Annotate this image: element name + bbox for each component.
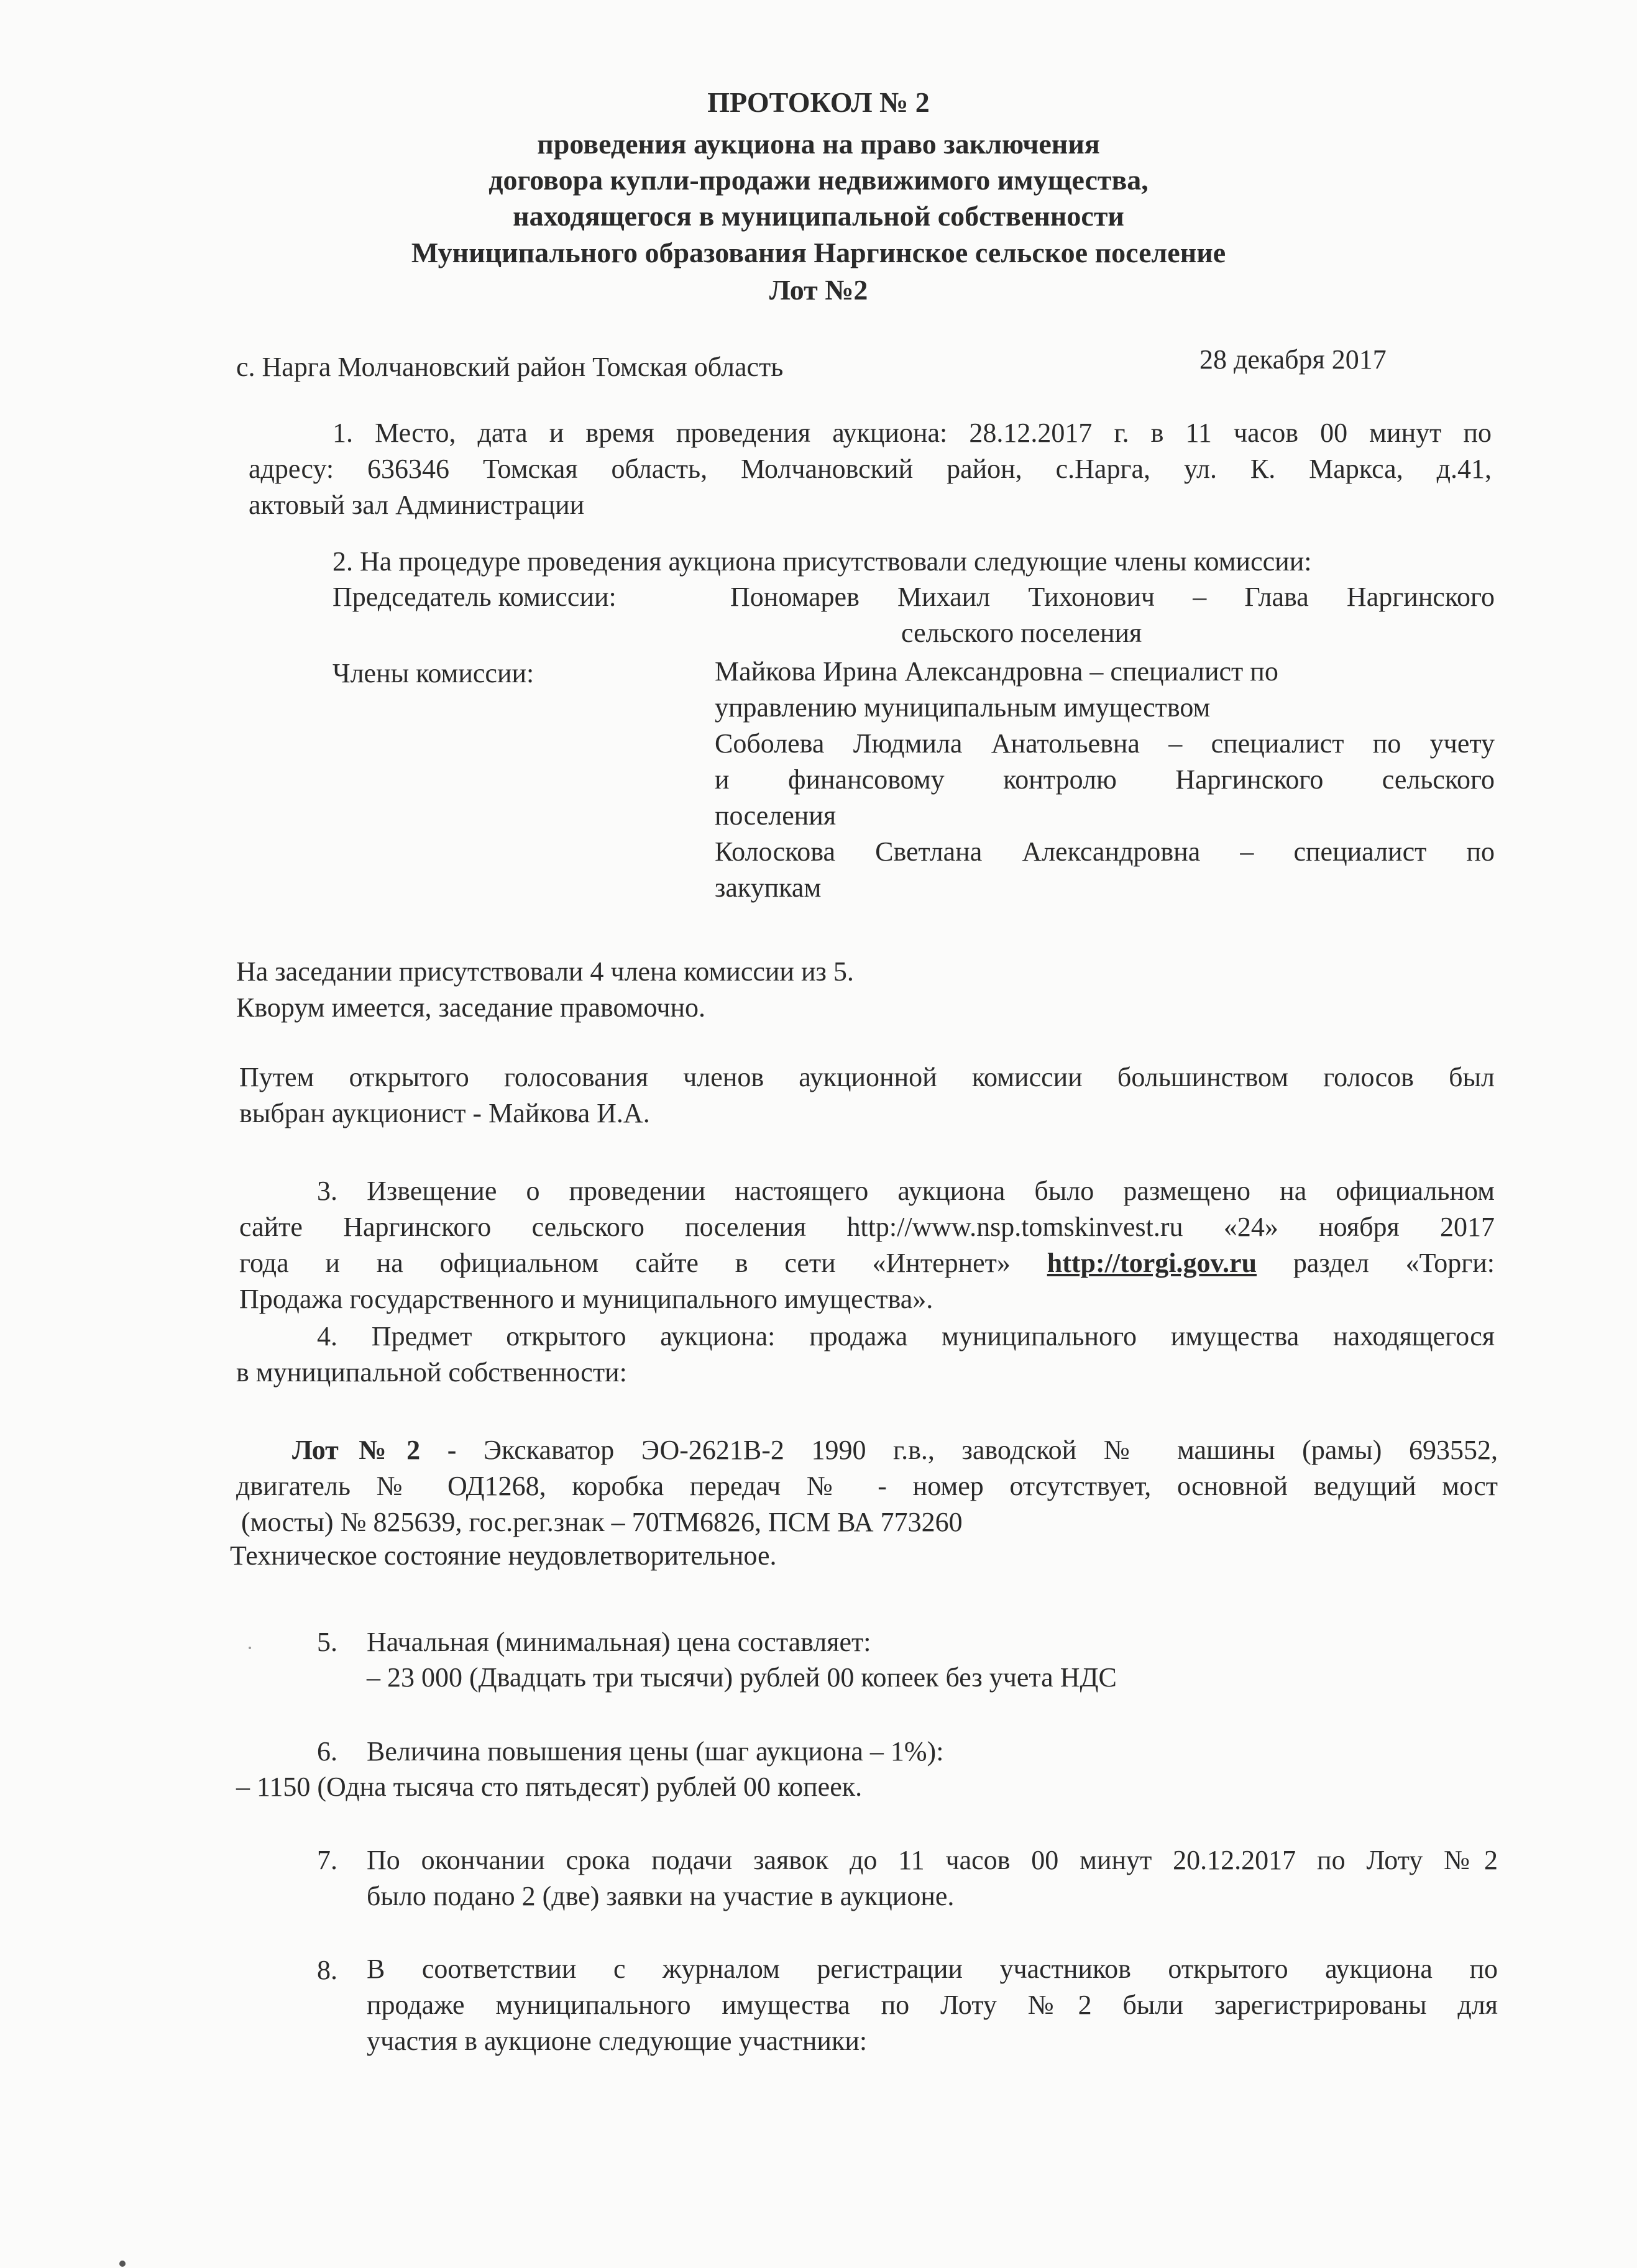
section-6-number: 6.	[317, 1736, 337, 1767]
section-7-number: 7.	[317, 1845, 337, 1875]
section-5-number: 5.	[317, 1627, 337, 1657]
section-4-line-2: в муниципальной собственности:	[236, 1357, 627, 1388]
section-3-line-3	[239, 1245, 1495, 1281]
protocol-title: ПРОТОКОЛ № 2	[707, 86, 930, 118]
vote-line-1: Путем открытого голосования членов аукционной комиссии большинством голосов был	[239, 1062, 1495, 1092]
section-7-line-2: было подано 2 (две) заявки на участие в аукционе.	[367, 1881, 955, 1911]
section-4-line-1: 4. Предмет открытого аукциона: продажа муниципального имущества находящегося	[317, 1321, 1495, 1351]
chair-label: Председатель комиссии:	[332, 582, 617, 612]
members-label: Члены комиссии:	[332, 658, 534, 688]
header-line-4: Муниципального образования Наргинское сельское поселение	[411, 237, 1226, 268]
header-line-3: находящегося в муниципальной собственности	[513, 200, 1124, 232]
torgi-link[interactable]: http://torgi.gov.ru	[1047, 1248, 1257, 1278]
section-1-line-3: актовый зал Администрации	[249, 490, 585, 520]
member-2-line-3: поселения	[715, 800, 837, 831]
section-3	[239, 1173, 1495, 1317]
vote-line-2: выбран аукционист - Майкова И.А.	[239, 1098, 650, 1128]
section-3-line-3a: года и на официальном сайте в сети «Интернет»	[239, 1248, 1011, 1278]
quorum-line-1: На заседании присутствовали 4 члена комиссии из 5.	[236, 956, 854, 987]
lot-label: Лот№2 -	[292, 1435, 457, 1465]
header-lot: Лот №2	[769, 274, 868, 306]
section-8-line-1: В соответствии с журналом регистрации участников открытого аукциона по	[367, 1954, 1498, 1984]
chair-line-2: сельского поселения	[901, 618, 1142, 648]
section-1	[249, 415, 1492, 523]
section-6-line-1: Величина повышения цены (шаг аукциона – 1%):	[367, 1736, 944, 1767]
section-3-line-4: Продажа государственного и муниципального имущества».	[239, 1284, 933, 1314]
member-3-line-2: закупкам	[715, 872, 822, 903]
member-2-line-1: Соболева Людмила Анатольевна – специалист по учету	[715, 728, 1495, 759]
lot-line-1: Лот№2 - Экскаватор ЭО-2621В-2 1990 г.в., заводской № машины (рамы) 693552,	[292, 1435, 1498, 1465]
member-1-line-1: Майкова Ирина Александровна – специалист по	[715, 656, 1278, 687]
lot-line-2: двигатель № ОД1268, коробка передач № - номер отсутствует, основной ведущий мост	[236, 1471, 1498, 1501]
section-4	[236, 1319, 1495, 1391]
section-8-number: 8.	[317, 1955, 337, 1985]
header-line-2: договора купли-продажи недвижимого имущества,	[488, 164, 1149, 196]
date: 28 декабря 2017	[1199, 344, 1387, 375]
scan-speck	[119, 2261, 126, 2267]
quorum-line-2: Кворум имеется, заседание правомочно.	[236, 992, 706, 1023]
vote-paragraph	[239, 1059, 1495, 1132]
section-3-line-1: 3. Извещение о проведении настоящего аукциона было размещено на официальном	[317, 1176, 1495, 1206]
member-2-line-2: и финансовому контролю Наргинского сельского	[715, 764, 1495, 795]
lot-line-3: (мосты) № 825639, гос.рег.знак – 70ТМ6826, ПСМ ВА 773260	[241, 1507, 963, 1537]
member-3-line-1: Колоскова Светлана Александровна – специалист по	[715, 836, 1495, 867]
section-8-line-3: участия в аукционе следующие участники:	[367, 2026, 868, 2056]
scan-speck	[249, 1647, 251, 1649]
section-5-line-2: – 23 000 (Двадцать три тысячи) рублей 00 копеек без учета НДС	[367, 1662, 1117, 1693]
section-1-line-1: 1. Место, дата и время проведения аукциона: 28.12.2017 г. в 11 часов 00 минут по	[332, 418, 1492, 448]
section-6-line-2: – 1150 (Одна тысяча сто пятьдесят) рублей 00 копеек.	[236, 1772, 863, 1802]
place: с. Нарга Молчановский район Томская область	[236, 352, 784, 382]
section-5-line-1: Начальная (минимальная) цена составляет:	[367, 1627, 871, 1657]
section-7-line-1: По окончании срока подачи заявок до 11 часов 00 минут 20.12.2017 по Лоту №2	[367, 1845, 1498, 1875]
section-8-line-2: продаже муниципального имущества по Лоту №2 были зарегистрированы для	[367, 1990, 1498, 2020]
member-1-line-2: управлению муниципальным имуществом	[715, 692, 1211, 723]
lot-condition: Техническое состояние неудовлетворительное.	[230, 1540, 777, 1571]
members-list	[715, 654, 1495, 906]
section-1-line-2: адресу: 636346 Томская область, Молчановский район, с.Нарга, ул. К. Маркса, д.41,	[249, 454, 1492, 484]
header-line-1: проведения аукциона на право заключения	[537, 128, 1100, 160]
lot-description	[236, 1432, 1498, 1540]
chair-line-1: Пономарев Михаил Тихонович – Глава Наргинского	[730, 582, 1495, 612]
section-2-intro: 2. На процедуре проведения аукциона присутствовали следующие члены комиссии:	[332, 546, 1312, 577]
section-3-line-2: сайте Наргинского сельского поселения http://www.nsp.tomskinvest.ru «24» ноября 2017	[239, 1212, 1495, 1242]
section-3-line-3b: раздел «Торги:	[1293, 1248, 1495, 1278]
section-8	[367, 1951, 1498, 2059]
